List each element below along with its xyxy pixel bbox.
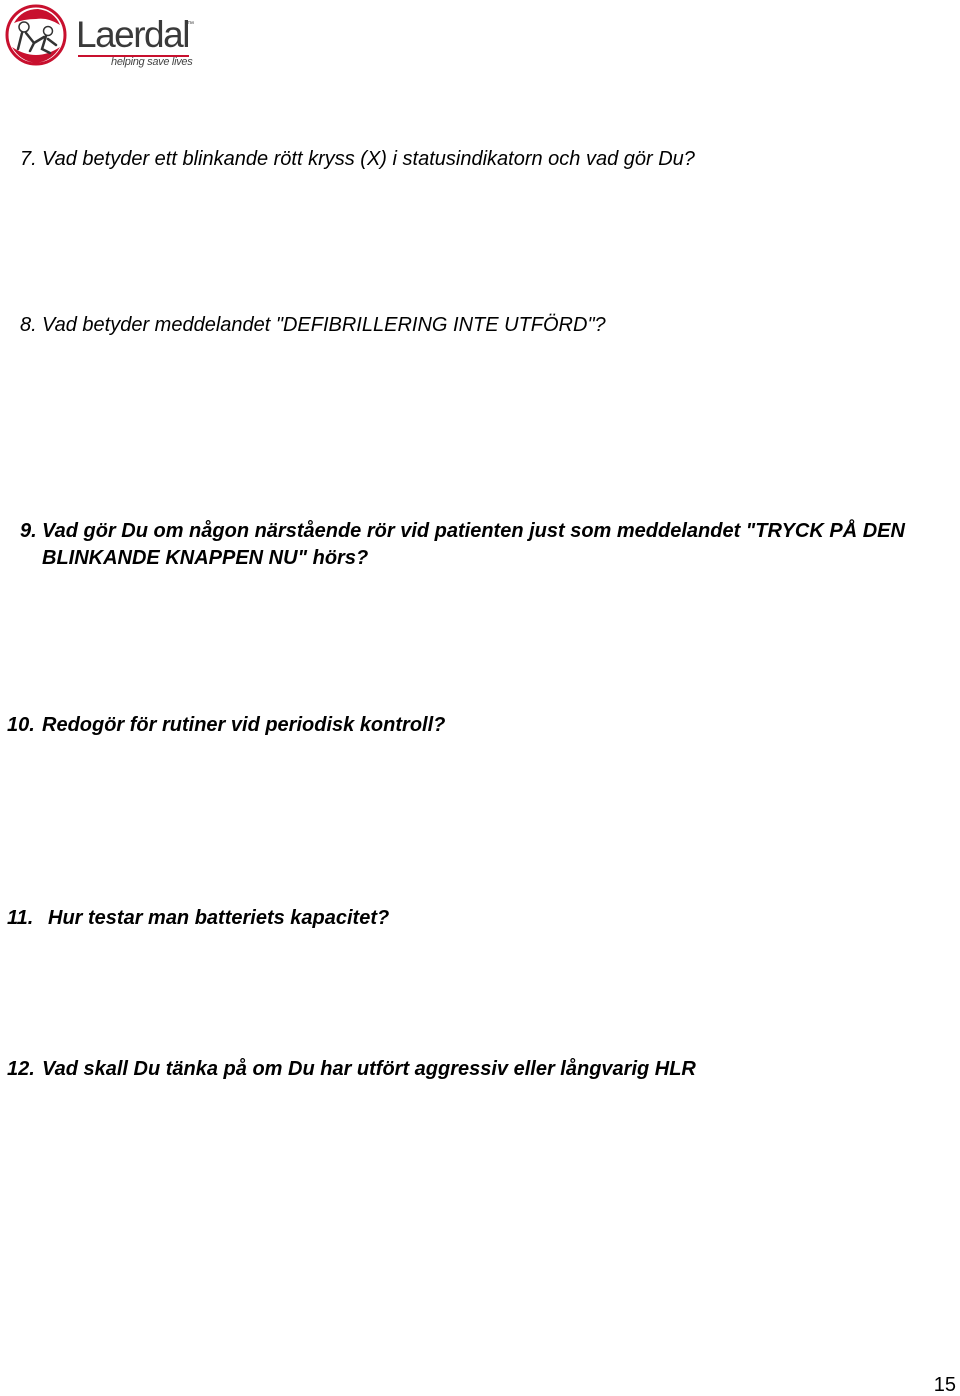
question-number: 9. xyxy=(20,520,37,542)
laerdal-emblem-icon xyxy=(4,3,68,67)
trademark-mark: ™ xyxy=(187,21,194,28)
question-text: Hur testar man batteriets kapacitet? xyxy=(48,907,390,929)
question-number: 10. xyxy=(7,714,35,736)
question-number: 8. xyxy=(20,314,37,336)
question-number: 7. xyxy=(20,148,37,170)
question-number: 12. xyxy=(7,1058,35,1080)
logo-tagline: helping save lives xyxy=(111,56,193,68)
question-text: Vad skall Du tänka på om Du har utfört aggressiv eller långvarig HLR xyxy=(42,1058,696,1080)
logo-brand: Laerdal xyxy=(76,14,189,55)
question-number: 11. xyxy=(7,907,34,929)
question-text: Vad gör Du om någon närstående rör vid patienten just som meddelandet "TRYCK PÅ DEN BLINKANDE KNAPPEN NU" hörs? xyxy=(42,520,905,569)
laerdal-logo xyxy=(4,3,194,71)
question-text: Vad betyder ett blinkande rött kryss (X) i statusindikatorn och vad gör Du? xyxy=(42,148,695,170)
page-number: 15 xyxy=(933,1374,956,1396)
question-text: Redogör för rutiner vid periodisk kontroll? xyxy=(42,714,446,736)
question-text: Vad betyder meddelandet "DEFIBRILLERING INTE UTFÖRD"? xyxy=(42,314,606,336)
